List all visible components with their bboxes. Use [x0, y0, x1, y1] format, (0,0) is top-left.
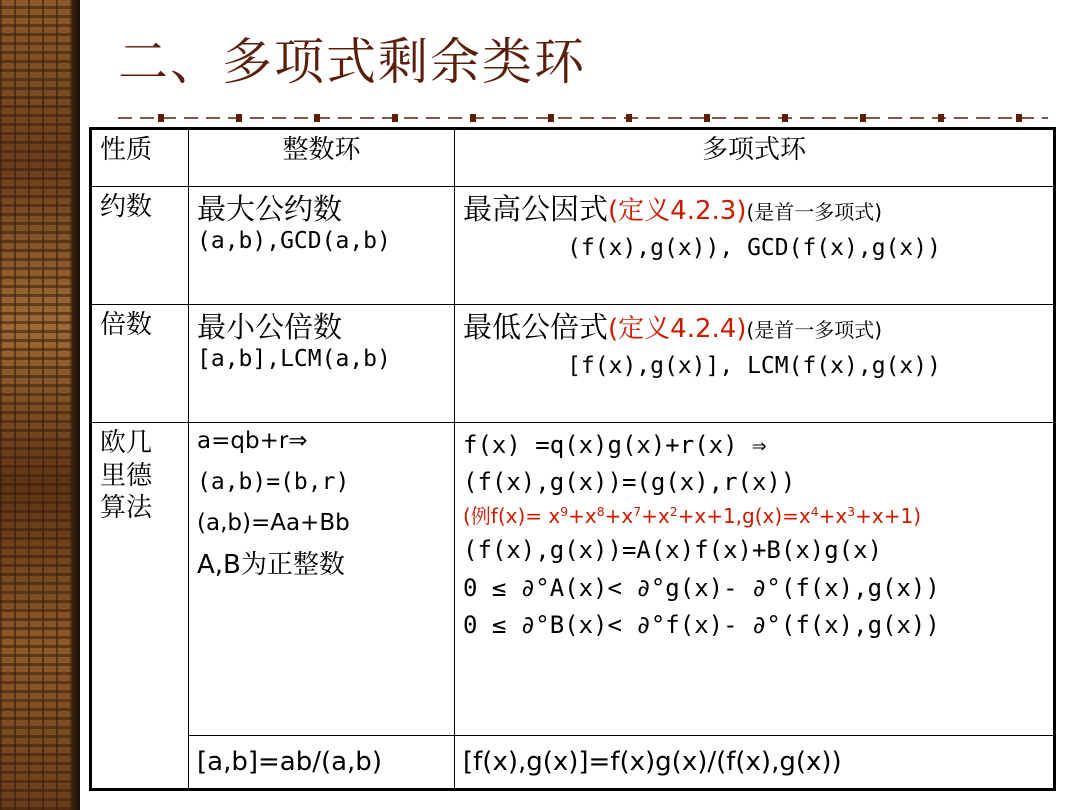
euclid-poly-example: (例$f(x)= x^9+x^8+x^7+x^2+x+1,g(x)=x^4+x^3+x+1$) — [463, 504, 922, 529]
divisor-integer-cell — [189, 187, 455, 305]
euclid-integer-line: a=qb+r⇒ — [197, 428, 308, 454]
header-row — [91, 129, 1055, 187]
header-integer-ring: 整数环 — [189, 129, 455, 187]
euclid-integer-cell — [189, 423, 455, 736]
divisor-row — [91, 187, 1055, 305]
euclid-property-line2: 里德 — [100, 460, 153, 491]
divisor-integer-notation: (a,b),GCD(a,b) — [197, 228, 391, 255]
euclid-poly-bezout: (f(x),g(x))=A(x)f(x)+B(x)g(x) — [463, 536, 883, 565]
page-title: 二、多项式剩余类环 — [118, 33, 586, 91]
divisor-poly-heading — [463, 191, 1045, 228]
divisor-property: 约数 — [91, 187, 189, 305]
multiple-integer-term: 最小公倍数 — [197, 310, 343, 344]
euclid-property-line1: 欧几 — [100, 428, 153, 458]
divisor-poly-term: 最高公因式 — [463, 192, 609, 226]
header-polynomial-ring: 多项式环 — [455, 129, 1055, 187]
euclid-poly-gcd-reduction: (f(x),g(x))=(g(x),r(x)) — [463, 468, 796, 497]
euclid-poly-degree-bound-b: 0 ≤ ∂°B(x)< ∂°f(x)- ∂°(f(x),g(x)) — [463, 610, 940, 639]
comparison-table — [89, 127, 1056, 791]
euclid-property-line3: 算法 — [100, 493, 153, 523]
lcm-poly-formula: [f(x),g(x)]=f(x)g(x)/(f(x),g(x)) — [455, 736, 1055, 790]
multiple-row — [91, 305, 1055, 423]
title-rule — [118, 112, 1048, 124]
euclid-integer-line: (a,b)=(b,r) — [197, 468, 350, 495]
multiple-poly-notation: [f(x),g(x)], LCM(f(x),g(x)) — [567, 352, 941, 379]
euclid-poly-degree-bound-a: 0 ≤ ∂°A(x)< ∂°g(x)- ∂°(f(x),g(x)) — [463, 573, 940, 602]
divisor-poly-notation: (f(x),g(x)), GCD(f(x),g(x)) — [567, 234, 941, 261]
euclid-integer-line: A,B为正整数 — [197, 550, 345, 581]
euclid-row — [91, 423, 1055, 736]
divisor-poly-note: (是首一多项式) — [746, 200, 883, 224]
multiple-integer-cell — [189, 305, 455, 423]
euclid-property — [91, 423, 189, 790]
euclid-poly-cell — [455, 423, 1055, 736]
multiple-poly-cell — [455, 305, 1055, 423]
lcm-row — [91, 736, 1055, 790]
multiple-integer-notation: [a,b],LCM(a,b) — [197, 346, 391, 373]
decorative-wood-strip — [0, 0, 80, 810]
header-property: 性质 — [91, 129, 189, 187]
euclid-poly-division: f(x) =q(x)g(x)+r(x) ⇒ — [463, 431, 767, 459]
multiple-poly-note: (是首一多项式) — [746, 318, 883, 342]
divisor-integer-term: 最大公约数 — [197, 192, 343, 226]
divisor-poly-cell — [455, 187, 1055, 305]
divisor-poly-definition: (定义4.2.3) — [608, 196, 747, 226]
multiple-property: 倍数 — [91, 305, 189, 423]
multiple-poly-heading — [463, 309, 1045, 346]
multiple-poly-term: 最低公倍式 — [463, 310, 609, 344]
strip-edge — [72, 0, 80, 810]
lcm-integer-formula: [a,b]=ab/(a,b) — [189, 736, 455, 790]
multiple-poly-definition: (定义4.2.4) — [608, 314, 747, 344]
euclid-integer-line: (a,b)=Aa+Bb — [197, 509, 350, 536]
